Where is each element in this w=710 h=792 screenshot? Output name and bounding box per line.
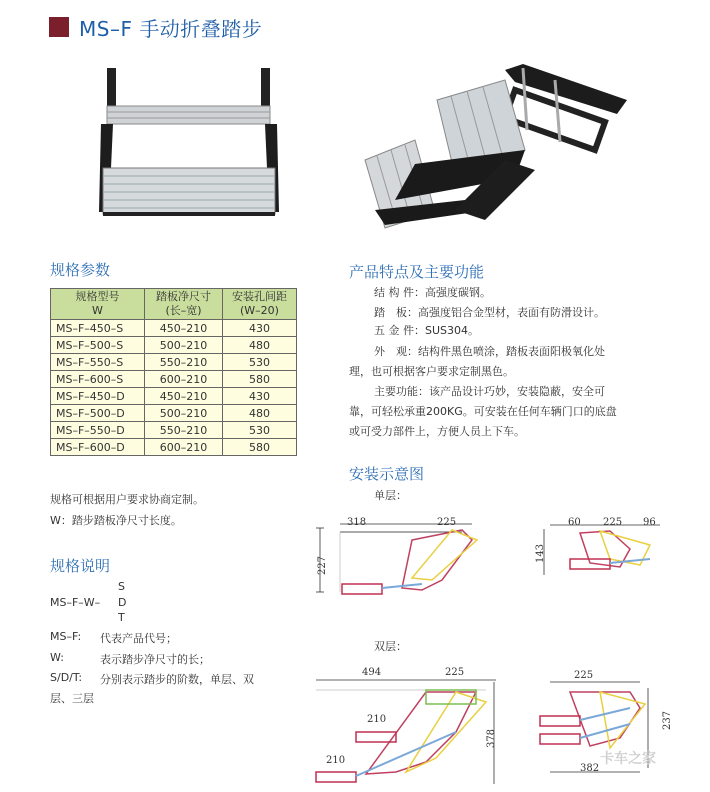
feature-function: 主要功能：该产品设计巧妙，安装隐蔽，安全可 bbox=[374, 385, 605, 398]
single-layer-label: 单层： bbox=[374, 489, 407, 502]
cell-size: 450–210 bbox=[145, 388, 223, 405]
cell-model: MS–F–600–S bbox=[51, 371, 145, 388]
cell-hole: 480 bbox=[223, 405, 297, 422]
cell-model: MS–F–550–S bbox=[51, 354, 145, 371]
single-dim-a: 318 bbox=[347, 517, 367, 528]
feature-appearance-cont: 理，也可根据客户要求定制黑色。 bbox=[349, 365, 514, 378]
cell-size: 600–210 bbox=[145, 371, 223, 388]
single-step-photo bbox=[95, 62, 285, 232]
table-row bbox=[51, 354, 297, 371]
cell-hole: 480 bbox=[223, 337, 297, 354]
single-side-dim-c: 96 bbox=[643, 517, 656, 528]
col-model-line2: W bbox=[92, 304, 103, 317]
table-row bbox=[51, 422, 297, 439]
specs-section-title: 规格参数 bbox=[50, 261, 111, 279]
naming-value-msf: 代表产品代号； bbox=[100, 632, 177, 645]
double-side-dim-h: 237 bbox=[662, 710, 674, 731]
cell-size: 500–210 bbox=[145, 337, 223, 354]
col-model-line1: 规格型号 bbox=[75, 290, 120, 303]
double-side-dim-w: 382 bbox=[580, 763, 600, 774]
cell-size: 600–210 bbox=[145, 439, 223, 456]
double-dim-b: 225 bbox=[445, 667, 465, 678]
cell-hole: 530 bbox=[223, 422, 297, 439]
formula-prefix: MS–F–W– bbox=[50, 596, 101, 609]
cell-size: 550–210 bbox=[145, 354, 223, 371]
cell-size: 500–210 bbox=[145, 405, 223, 422]
cell-model: MS–F–500–S bbox=[51, 337, 145, 354]
table-row bbox=[51, 388, 297, 405]
naming-key-w: W: bbox=[50, 651, 64, 664]
table-row bbox=[51, 371, 297, 388]
features-section-title: 产品特点及主要功能 bbox=[349, 263, 485, 281]
double-layer-label: 双层： bbox=[374, 640, 407, 653]
col-hole-line2: (W–20) bbox=[240, 304, 279, 317]
title-text: MS–F 手动折叠踏步 bbox=[79, 16, 263, 41]
cell-model: MS–F–500–D bbox=[51, 405, 145, 422]
single-dim-h: 227 bbox=[317, 555, 329, 576]
naming-value-sdt: 分别表示踏步的阶数，单层、双 bbox=[100, 673, 254, 686]
double-dim-a: 494 bbox=[362, 667, 382, 678]
col-hole-line1: 安装孔间距 bbox=[232, 290, 287, 303]
specs-col-size bbox=[145, 289, 223, 320]
cell-model: MS–F–550–D bbox=[51, 422, 145, 439]
specs-col-model bbox=[51, 289, 145, 320]
specs-col-hole bbox=[223, 289, 297, 320]
single-side-dim-a: 60 bbox=[568, 517, 581, 528]
feature-appearance: 外 观：结构件黑色喷涂，踏板表面阳极氧化处 bbox=[374, 345, 605, 358]
specs-note-custom: 规格可根据用户要求协商定制。 bbox=[50, 493, 204, 506]
cell-size: 450–210 bbox=[145, 320, 223, 337]
col-size-line1: 踏板净尺寸 bbox=[156, 290, 211, 303]
double-side-dim-a: 225 bbox=[574, 670, 594, 681]
cell-model: MS–F–450–S bbox=[51, 320, 145, 337]
formula-option-t: T bbox=[118, 611, 125, 624]
feature-function-cont1: 靠，可轻松承重200KG。可安装在任何车辆门口的底盘 bbox=[349, 405, 617, 418]
cell-hole: 430 bbox=[223, 388, 297, 405]
formula-option-s: S bbox=[118, 580, 125, 593]
double-step-diagram bbox=[306, 662, 506, 787]
page-title bbox=[49, 14, 262, 40]
single-side-dim-b: 225 bbox=[603, 517, 623, 528]
col-size-line2: (长–宽) bbox=[165, 304, 202, 317]
table-row bbox=[51, 439, 297, 456]
single-dim-b: 225 bbox=[437, 517, 457, 528]
cell-model: MS–F–450–D bbox=[51, 388, 145, 405]
naming-section-title: 规格说明 bbox=[50, 557, 111, 575]
specs-header-row bbox=[51, 289, 297, 320]
feature-structure: 结 构 件：高强度碳钢。 bbox=[374, 286, 491, 299]
install-section-title: 安装示意图 bbox=[349, 465, 425, 483]
double-dim-h: 378 bbox=[486, 728, 498, 749]
cell-model: MS–F–600–D bbox=[51, 439, 145, 456]
formula-option-d: D bbox=[118, 596, 127, 609]
naming-value-w: 表示踏步净尺寸的长； bbox=[100, 653, 210, 666]
naming-key-sdt: S/D/T: bbox=[50, 671, 83, 684]
cell-hole: 580 bbox=[223, 371, 297, 388]
double-step-photo bbox=[355, 60, 635, 230]
cell-hole: 430 bbox=[223, 320, 297, 337]
single-side-dim-h: 143 bbox=[535, 543, 547, 564]
single-step-diagram bbox=[312, 510, 492, 615]
title-accent-square bbox=[49, 17, 69, 37]
naming-continuation: 层、三层 bbox=[50, 692, 94, 705]
specs-note-w: W：踏步踏板净尺寸长度。 bbox=[50, 514, 182, 527]
cell-hole: 530 bbox=[223, 354, 297, 371]
cell-size: 550–210 bbox=[145, 422, 223, 439]
double-dim-c: 210 bbox=[367, 714, 387, 725]
table-row bbox=[51, 320, 297, 337]
feature-function-cont2: 或可受力部件上，方便人员上下车。 bbox=[349, 425, 525, 438]
table-row bbox=[51, 405, 297, 422]
table-row bbox=[51, 337, 297, 354]
feature-tread: 踏 板：高强度铝合金型材，表面有防滑设计。 bbox=[374, 306, 605, 319]
double-dim-d: 210 bbox=[326, 755, 346, 766]
cell-hole: 580 bbox=[223, 439, 297, 456]
watermark: 卡车之家 bbox=[600, 751, 656, 767]
naming-key-msf: MS–F: bbox=[50, 630, 82, 643]
specs-table bbox=[50, 288, 297, 456]
feature-hardware: 五 金 件：SUS304。 bbox=[374, 324, 480, 337]
